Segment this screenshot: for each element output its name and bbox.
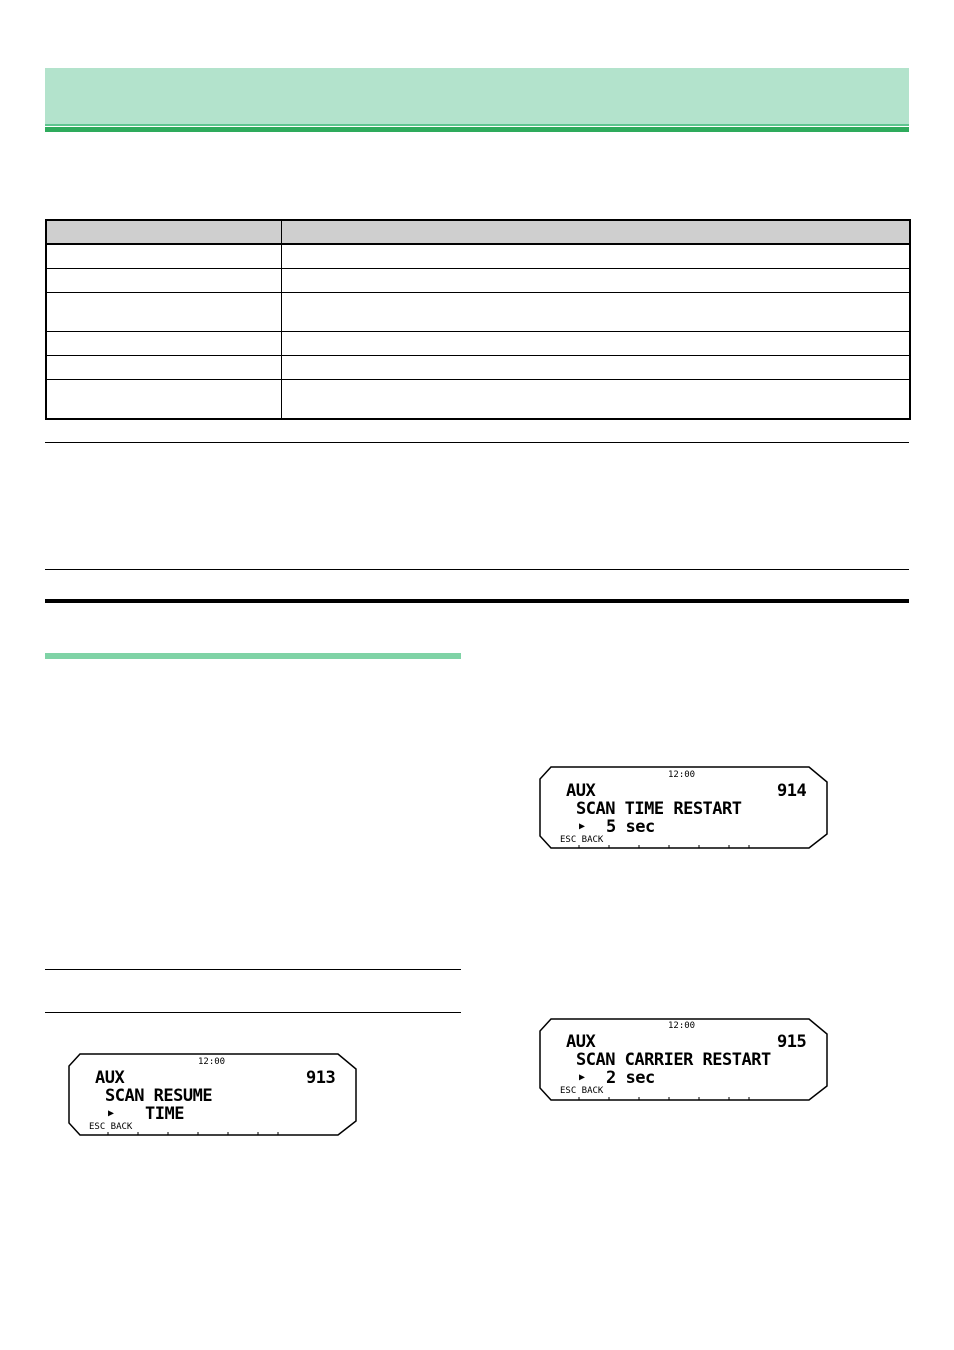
- lcd-clock: 12:00: [198, 1057, 226, 1067]
- selection-arrow-icon: ▶: [579, 821, 586, 832]
- lcd-footer: ESC BACK: [560, 835, 604, 845]
- table-row: [46, 356, 910, 380]
- lcd-menu-value: 2 sec: [606, 1068, 655, 1088]
- header-line-thin: [45, 124, 909, 126]
- lcd-menu-number: 913: [306, 1068, 336, 1088]
- table-row: [46, 269, 910, 293]
- divider: [45, 442, 909, 443]
- table-row: [46, 332, 910, 356]
- lcd-menu-number: 914: [777, 781, 807, 801]
- header-band: [45, 68, 909, 124]
- table-row: [46, 293, 910, 332]
- table-cell: [281, 332, 910, 356]
- lcd-clock: 12:00: [668, 770, 696, 780]
- table-cell: [46, 356, 281, 380]
- lcd-menu-value: TIME: [145, 1104, 184, 1124]
- table-cell: [46, 332, 281, 356]
- lcd-menu-name: AUX: [566, 1032, 596, 1052]
- lcd-display-914: [539, 766, 829, 850]
- table-cell: [281, 356, 910, 380]
- divider: [45, 1012, 461, 1013]
- lcd-menu-name: AUX: [95, 1068, 125, 1088]
- lcd-footer: ESC BACK: [89, 1122, 133, 1132]
- spec-table: [45, 219, 911, 420]
- selection-arrow-icon: ▶: [108, 1108, 115, 1119]
- table-cell: [46, 380, 281, 420]
- table-cell: [281, 380, 910, 420]
- header-line-thick: [45, 127, 909, 132]
- table-cell: [46, 244, 281, 269]
- table-cell: [281, 269, 910, 293]
- lcd-menu-value: 5 sec: [606, 817, 655, 837]
- table-cell: [46, 269, 281, 293]
- table-header-cell: [281, 220, 910, 244]
- section-bar: [45, 653, 461, 659]
- lcd-clock: 12:00: [668, 1021, 696, 1031]
- lcd-menu-item: SCAN CARRIER RESTART: [576, 1050, 771, 1070]
- table-row: [46, 244, 910, 269]
- lcd-menu-item: SCAN TIME RESTART: [576, 799, 742, 819]
- table-header-row: [46, 220, 910, 244]
- divider: [45, 569, 909, 570]
- lcd-display-913: [68, 1053, 358, 1137]
- lcd-display-915: [539, 1018, 829, 1102]
- lcd-menu-number: 915: [777, 1032, 807, 1052]
- table-cell: [281, 293, 910, 332]
- table-row: [46, 380, 910, 420]
- lcd-menu-item: SCAN RESUME: [105, 1086, 213, 1106]
- selection-arrow-icon: ▶: [579, 1072, 586, 1083]
- divider-thick: [45, 599, 909, 603]
- table-cell: [46, 293, 281, 332]
- lcd-menu-name: AUX: [566, 781, 596, 801]
- table-cell: [281, 244, 910, 269]
- lcd-footer: ESC BACK: [560, 1086, 604, 1096]
- table-header-cell: [46, 220, 281, 244]
- divider: [45, 969, 461, 970]
